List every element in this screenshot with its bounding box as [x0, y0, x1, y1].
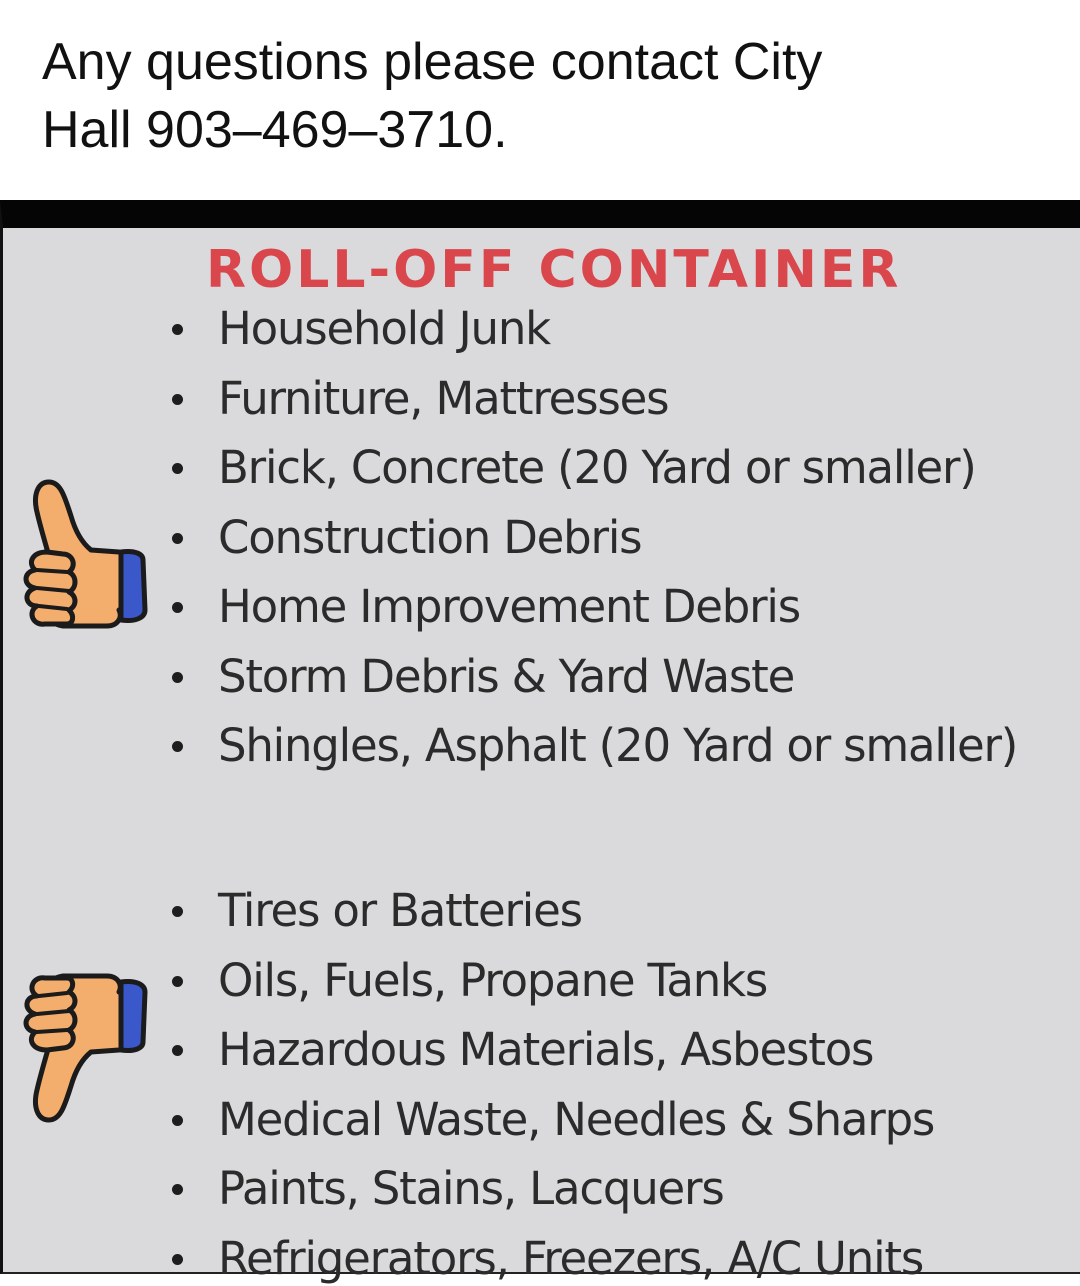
list-item: Storm Debris & Yard Waste	[3, 642, 1017, 712]
bullet-icon	[172, 533, 183, 544]
bullet-icon	[172, 976, 183, 987]
bullet-icon	[172, 324, 183, 335]
bullet-icon	[172, 463, 183, 474]
list-item: Refrigerators, Freezers, A/C Units	[3, 1224, 934, 1286]
bullet-icon	[172, 1115, 183, 1126]
list-item: Household Junk	[3, 294, 1017, 364]
accepted-items-list	[3, 294, 1017, 781]
list-item: Furniture, Mattresses	[3, 364, 1017, 434]
bullet-icon	[172, 394, 183, 405]
post-caption-line-2: Hall 903–469–3710.	[42, 101, 508, 159]
rejected-items-list	[3, 876, 934, 1286]
list-item: Brick, Concrete (20 Yard or smaller)	[3, 433, 1017, 503]
bullet-icon	[172, 672, 183, 683]
bullet-icon	[172, 741, 183, 752]
post-caption	[42, 28, 1042, 164]
list-item: Oils, Fuels, Propane Tanks	[3, 946, 934, 1016]
bullet-icon	[172, 1184, 183, 1195]
bullet-icon	[172, 1045, 183, 1056]
bullet-icon	[172, 1254, 183, 1265]
bullet-icon	[172, 602, 183, 613]
list-item: Medical Waste, Needles & Sharps	[3, 1085, 934, 1155]
list-item: Construction Debris	[3, 503, 1017, 573]
post-caption-line-1: Any questions please contact City	[42, 33, 823, 91]
list-item: Paints, Stains, Lacquers	[3, 1154, 934, 1224]
list-item: Tires or Batteries	[3, 876, 934, 946]
list-item: Shingles, Asphalt (20 Yard or smaller)	[3, 711, 1017, 781]
list-item: Hazardous Materials, Asbestos	[3, 1015, 934, 1085]
flyer-title: ROLL-OFF CONTAINER	[206, 240, 902, 300]
list-item: Home Improvement Debris	[3, 572, 1017, 642]
bullet-icon	[172, 906, 183, 917]
roll-off-flyer	[0, 200, 1080, 1285]
